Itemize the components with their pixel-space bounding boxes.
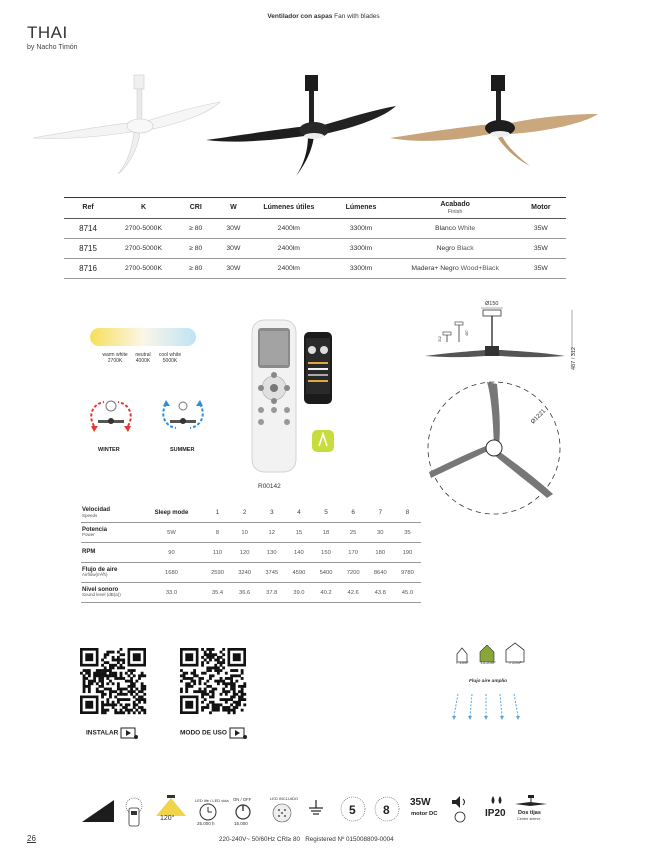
col-motor: Motor [516, 198, 566, 219]
cell: 33.0 [139, 583, 204, 603]
cell: 37.8 [258, 583, 285, 603]
cell: 190 [394, 543, 421, 563]
install-label: INSTALAR [86, 729, 119, 737]
table-row [81, 563, 421, 583]
row-useful: 2400lm [250, 259, 327, 279]
cell: 5400 [312, 563, 339, 583]
row-k: 2700-5000K [112, 259, 175, 279]
led-life-hours: 25.000 h [197, 821, 215, 826]
table-row [81, 523, 421, 543]
cell: 5W [139, 523, 204, 543]
cell: 170 [340, 543, 367, 563]
led-life-label: LED life / LED vida [195, 798, 229, 803]
cell: 10 [231, 523, 258, 543]
row-label-en: Power [82, 532, 95, 538]
row-lumens: 3300lm [328, 239, 395, 259]
cell: 43.8 [367, 583, 394, 603]
cell: 35 [394, 523, 421, 543]
led-included-icon [268, 794, 299, 826]
cell: 8 [204, 523, 231, 543]
onoff-count: 15.000 [234, 821, 248, 826]
row-lumens: 3300lm [328, 219, 395, 239]
category-header [0, 13, 647, 20]
table-row [64, 259, 566, 279]
row-k: 2700-5000K [112, 219, 175, 239]
category-es: Ventilador con aspas [267, 13, 333, 20]
designer-credit: by Nacho Timón [27, 44, 78, 51]
speed-row-label [81, 523, 139, 543]
cell: 3745 [258, 563, 285, 583]
speed-col: Sleep mode [139, 503, 204, 523]
col-w: W [217, 198, 250, 219]
motor-dc-label: motor DC [411, 811, 438, 817]
warranty-motor-icon [372, 792, 402, 826]
speed-col: 6 [340, 503, 367, 523]
cell: 4590 [285, 563, 312, 583]
col-lumens: Lúmenes [328, 198, 395, 219]
cell: 120 [231, 543, 258, 563]
room-mid-label: 13-20m² [480, 660, 496, 665]
summer-mode-icon [158, 396, 208, 438]
speed-col: 1 [204, 503, 231, 523]
speed-row-label [81, 563, 139, 583]
page-number: 26 [27, 834, 36, 843]
dos-tijas-icon [514, 794, 550, 810]
ip-drops-icon [488, 795, 510, 807]
cell: 2590 [204, 563, 231, 583]
qr-mode-code[interactable] [180, 648, 246, 714]
cell: 8640 [367, 563, 394, 583]
col-finish-sub: Finish [447, 208, 463, 215]
table-row [64, 219, 566, 239]
speed-table [81, 503, 421, 603]
row-label-en: Sound level (dB(a)) [82, 592, 121, 598]
remote-control-image [248, 318, 348, 476]
cell: 110 [204, 543, 231, 563]
row-label-es: Potencia [82, 526, 108, 533]
onoff-label: ON / OFF [233, 797, 252, 802]
onoff-cycles-icon [228, 796, 258, 826]
downrod-options-icon [438, 322, 469, 342]
quiet-sound-icon [449, 794, 471, 824]
speed-row-label [81, 543, 139, 563]
winter-mode-icon [86, 396, 136, 438]
speed-col: 4 [285, 503, 312, 523]
beam-angle-label: 120° [160, 815, 175, 822]
row-ref: 8715 [64, 239, 112, 259]
footer-electrical: 220-240V~ 50/60Hz CRI≥ 80 [219, 836, 300, 843]
speed-header-row [81, 503, 421, 523]
cell: 130 [258, 543, 285, 563]
speed-head-en: Speeds [82, 512, 98, 518]
finish-es: Madera+ Negro [411, 265, 459, 272]
dim-small-a: 312 [438, 336, 442, 342]
footer-specs [219, 836, 394, 843]
finish-en: White [457, 225, 476, 232]
row-motor: 35W [516, 239, 566, 259]
finish-es: Negro [436, 245, 456, 252]
cell: 45.0 [394, 583, 421, 603]
remote-rf-icon [120, 796, 148, 828]
row-cri: ≥ 80 [175, 259, 217, 279]
cct-neutral-k: 4000K [135, 358, 151, 364]
summer-label: SUMMER [170, 447, 195, 453]
row-cri: ≥ 80 [175, 239, 217, 259]
footer-registered: Registered Nº 015008809-0004 [305, 836, 394, 843]
table-row [81, 543, 421, 563]
dimmable-label: Dimmable [76, 787, 105, 809]
cct-cool [155, 352, 185, 364]
video-play-icon [120, 727, 140, 739]
row-label-es: Flujo de aire [82, 566, 118, 573]
dim-top-label: Ø150 [485, 301, 499, 307]
winter-label: WINTER [98, 447, 120, 453]
col-finish-label: Acabado [440, 201, 470, 209]
dim-span-label: Ø1221 [530, 408, 548, 426]
table-row [64, 239, 566, 259]
led-life-icon [193, 796, 229, 826]
row-label-en: Airflow(m³/h) [82, 572, 108, 578]
mode-link[interactable] [180, 727, 249, 739]
cct-warm-label: warm white [102, 352, 128, 358]
row-w: 30W [217, 219, 250, 239]
spec-table [64, 197, 566, 279]
cell: 150 [312, 543, 339, 563]
product-title: THAI [27, 23, 68, 42]
col-useful-lumens: Lúmenes útiles [250, 198, 327, 219]
category-en: Fan with blades [334, 13, 380, 20]
col-k: K [112, 198, 175, 219]
room-small-label: < 13m² [455, 660, 469, 665]
row-useful: 2400lm [250, 219, 327, 239]
fan-white-image [33, 75, 220, 174]
airflow-arrows-icon [452, 692, 527, 724]
speed-head-label [81, 503, 139, 523]
cell: 15 [285, 523, 312, 543]
speed-col: 2 [231, 503, 258, 523]
cell: 7200 [340, 563, 367, 583]
fan-photos [28, 70, 628, 180]
technical-drawing [415, 296, 585, 528]
video-play-icon [229, 727, 249, 739]
cell: 140 [285, 543, 312, 563]
cell: 36.6 [231, 583, 258, 603]
speed-row-label [81, 583, 139, 603]
row-lumens: 3300lm [328, 259, 395, 279]
row-finish [394, 239, 515, 259]
finish-en: Wood+Black [460, 265, 499, 272]
room-large-label: > 20m² [508, 660, 522, 665]
row-motor: 35W [516, 259, 566, 279]
row-cri: ≥ 80 [175, 219, 217, 239]
speed-col: 7 [367, 503, 394, 523]
cell: 40.2 [312, 583, 339, 603]
cell: 25 [340, 523, 367, 543]
cct-neutral [128, 352, 158, 364]
ip-rating: IP20 [485, 808, 506, 819]
fan-wood-image [390, 75, 598, 166]
cct-cool-label: cool white [158, 352, 182, 358]
cct-cool-k: 5000K [162, 358, 178, 364]
row-ref: 8716 [64, 259, 112, 279]
row-w: 30W [217, 239, 250, 259]
install-link[interactable] [86, 727, 140, 739]
row-w: 30W [217, 259, 250, 279]
row-k: 2700-5000K [112, 239, 175, 259]
speed-head-es: Velocidad [82, 506, 111, 513]
qr-install-code[interactable] [80, 648, 146, 714]
cell: 180 [367, 543, 394, 563]
cell: 42.6 [340, 583, 367, 603]
cct-warm [100, 352, 130, 364]
fan-black-image [206, 75, 396, 176]
cct-neutral-label: neutral [135, 352, 151, 358]
dimmable-icon [76, 787, 116, 831]
led-included-label: LED INCLUIDO [270, 796, 299, 801]
speed-col: 5 [312, 503, 339, 523]
cell: 90 [139, 543, 204, 563]
cell: 1680 [139, 563, 204, 583]
dim-small-b: 487 [465, 330, 469, 336]
cell: 35.4 [204, 583, 231, 603]
ground-class-icon [306, 798, 326, 818]
cell: 18 [312, 523, 339, 543]
col-ref: Ref [64, 198, 112, 219]
cell: 3240 [231, 563, 258, 583]
speed-col: 3 [258, 503, 285, 523]
dim-height-label: 487 / 312 [571, 347, 577, 370]
spec-header-row [64, 198, 566, 219]
cell: 30 [367, 523, 394, 543]
warranty-led-icon [338, 792, 368, 826]
row-ref: 8714 [64, 219, 112, 239]
col-finish [394, 198, 515, 219]
remote-ref: R00142 [258, 483, 281, 490]
col-cri: CRI [175, 198, 217, 219]
speed-col: 8 [394, 503, 421, 523]
warranty-motor-years: 8 [383, 803, 390, 817]
row-motor: 35W [516, 219, 566, 239]
row-label-es: RPM [82, 549, 96, 556]
cct-gradient [88, 326, 200, 350]
warranty-led-years: 5 [349, 803, 356, 817]
finish-en: Black [456, 245, 474, 252]
cell: 12 [258, 523, 285, 543]
airflow-label: Flujo aire amplio [469, 679, 508, 684]
finish-es: Blanco [435, 225, 456, 232]
table-row [81, 583, 421, 603]
dos-tijas-sub: Centre sleeve [517, 817, 541, 821]
cct-warm-k: 2700K [107, 358, 123, 364]
cell: 9780 [394, 563, 421, 583]
dos-tijas-label: Dos tijas [518, 810, 541, 816]
motor-power: 35W [410, 797, 431, 808]
row-useful: 2400lm [250, 239, 327, 259]
mode-label: MODO DE USO [180, 729, 227, 737]
row-finish [394, 219, 515, 239]
row-finish [394, 259, 515, 279]
row-label-es: Nivel sonoro [82, 586, 119, 593]
cell: 39.0 [285, 583, 312, 603]
